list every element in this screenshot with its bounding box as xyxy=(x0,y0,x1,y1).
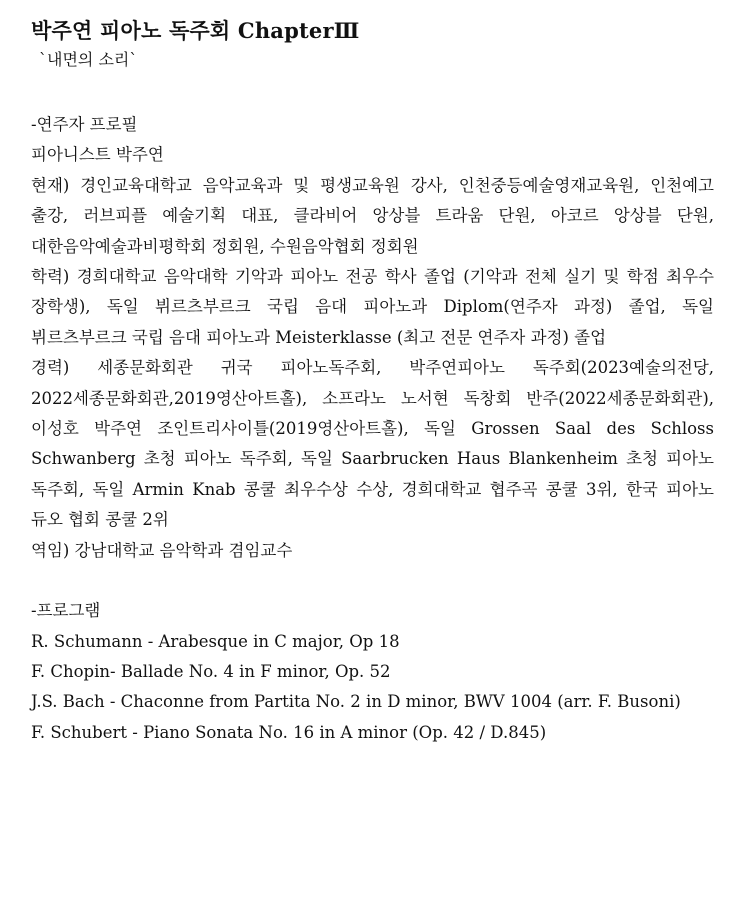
program-section xyxy=(31,596,714,748)
program-item: F. Schubert - Piano Sonata No. 16 in A minor (Op. 42 / D.845) xyxy=(31,722,547,742)
program-item: J.S. Bach - Chaconne from Partita No. 2 in D minor, BWV 1004 (arr. F. Busoni) xyxy=(31,692,681,712)
program-item: R. Schumann - Arabesque in C major, Op 18 xyxy=(31,631,400,651)
program-heading: -프로그램 xyxy=(31,601,101,621)
program-item: F. Chopin- Ballade No. 4 in F minor, Op. 52 xyxy=(31,661,391,681)
profile-education: 학력) 경희대학교 음악대학 기악과 피아노 전공 학사 졸업 (기악과 전체 실기 및 학점 최우수 장학생), 독일 뷔르츠부르크 국립 음대 피아노과 Diplom(연주자 과정) 졸업, 독일 뷔르츠부르크 국립 음대 피아노과 Meisterklasse (최고 전문 연주자 과정) 졸업 xyxy=(31,267,714,347)
document-title: 박주연 피아노 독주회 ChapterⅢ xyxy=(31,18,360,43)
profile-position: 역임) 강남대학교 음악학과 겸임교수 xyxy=(31,540,293,560)
performer-name: 피아니스트 박주연 xyxy=(31,145,164,165)
blank-line xyxy=(31,566,714,596)
profile-section xyxy=(31,110,714,566)
profile-current: 현재) 경인교육대학교 음악교육과 및 평생교육원 강사, 인천중등예술영재교육원, 인천예고 출강, 러브피플 예술기획 대표, 클라비어 앙상블 트라움 단원, 아코르 앙상블 단원, 대한음악예술과비평학회 정회원, 수원음악협회 정회원 xyxy=(31,175,714,256)
document-subtitle: `내면의 소리` xyxy=(39,50,138,69)
profile-career: 경력) 세종문화회관 귀국 피아노독주회, 박주연피아노 독주회(2023예술의전당, 2022세종문화회관,2019영산아트홀), 소프라노 노서현 독창회 반주(2022세종문화회관), 이성호 박주연 조인트리사이틀(2019영산아트홀), 독일 Grossen Saal des Schloss Schwanberg 초청 피아노 독주회, 독일 Saarbrucken Haus Blankenheim 초청 피아노 독주회, 독일 Armin Knab 콩쿨 최우수상 수상, 경희대학교 협주곡 콩쿨 3위, 한국 피아노 듀오 협회 콩쿨 2위 xyxy=(31,358,714,530)
profile-heading: -연주자 프로필 xyxy=(31,115,138,134)
blank-line xyxy=(31,72,714,110)
